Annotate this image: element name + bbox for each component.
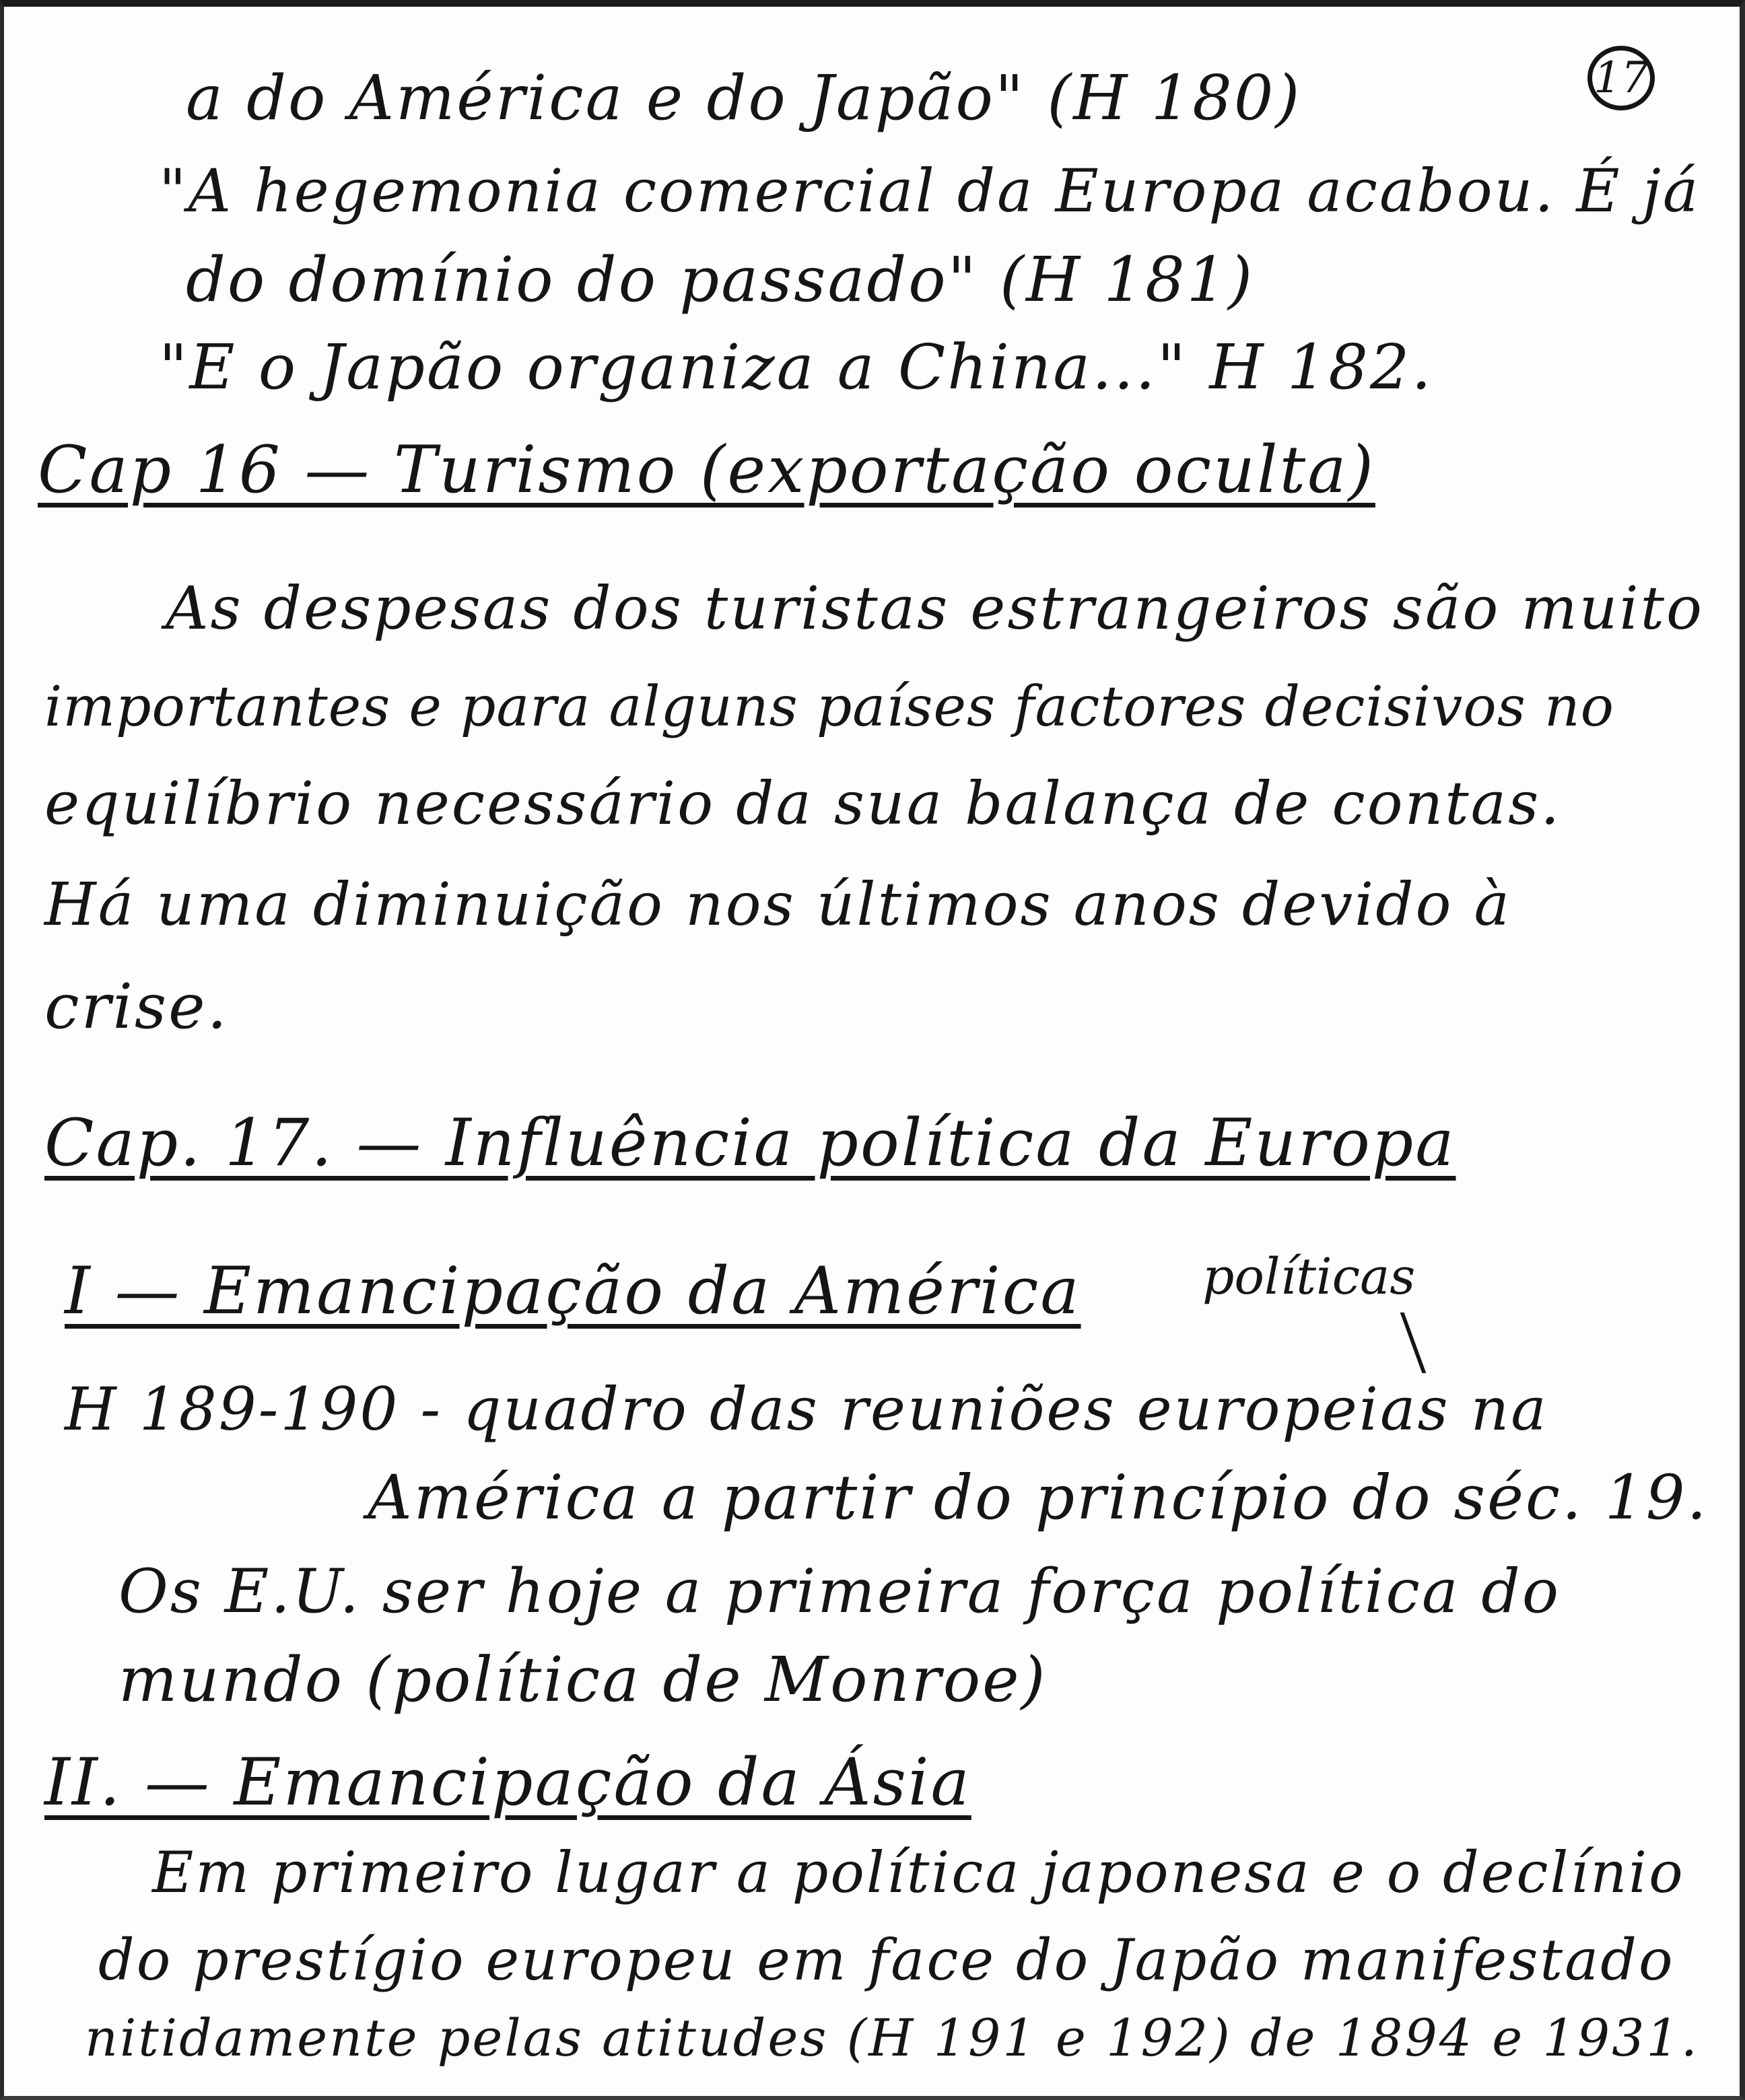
paragraph-16-line-2: importantes e para alguns países factores decisivos no: [44, 675, 1615, 739]
page-number: 17: [1587, 46, 1655, 110]
section-ii-line-1: Em primeiro lugar a política japonesa e o declínio: [152, 1840, 1685, 1905]
section-i-line-4: mundo (política de Monroe): [118, 1644, 1048, 1716]
section-i-line-1: H 189-190 - quadro das reuniões europeias na: [65, 1374, 1548, 1444]
insertion-caret: [1400, 1312, 1453, 1373]
paragraph-16-line-3: equilíbrio necessário da sua balança de contas.: [44, 769, 1562, 838]
section-i-line-3: Os E.U. ser hoje a primeira força política do: [118, 1556, 1561, 1627]
paragraph-16-line-5: crise.: [44, 971, 229, 1043]
insertion-word: políticas: [1202, 1248, 1416, 1306]
heading-chapter-17: Cap. 17. — Influência política da Europa: [44, 1105, 1456, 1181]
section-ii-line-3: nitidamente pelas atitudes (H 191 e 192) de 1894 e 1931.: [85, 2008, 1699, 2068]
section-ii-line-2: do prestígio europeu em face do Japão manifestado: [98, 1927, 1675, 1993]
note-line-2: "A hegemonia comercial da Europa acabou. É já: [159, 156, 1701, 225]
section-ii-heading: II. — Emancipação da Ásia: [44, 1745, 971, 1820]
paragraph-16-line-1: As despesas dos turistas estrangeiros são muito: [166, 573, 1704, 643]
heading-chapter-16: Cap 16 — Turismo (exportação oculta): [38, 432, 1375, 508]
section-i-line-2: América a partir do princípio do séc. 19.: [368, 1463, 1709, 1533]
note-line-4: "E o Japão organiza a China..." H 182.: [159, 331, 1433, 403]
paragraph-16-line-4: Há uma diminuição nos últimos anos devido à: [44, 870, 1511, 939]
note-line-1: a do América e do Japão" (H 180): [186, 62, 1302, 134]
section-i-heading: I — Emancipação da América: [65, 1253, 1081, 1329]
note-line-3: do domínio do passado" (H 181): [186, 244, 1255, 316]
